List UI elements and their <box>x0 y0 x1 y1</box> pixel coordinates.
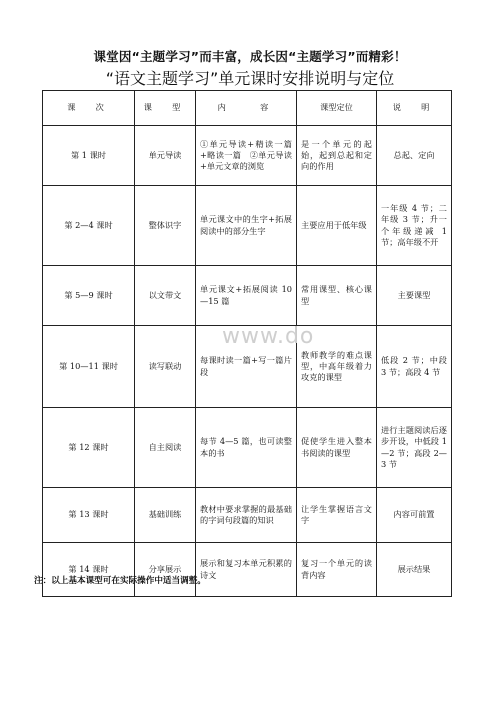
session-cell: 第 5—9 课时 <box>43 266 135 326</box>
session-cell: 第 12 课时 <box>43 408 135 488</box>
table-row <box>43 543 452 597</box>
table-row <box>43 266 452 326</box>
note-cell: 低段 2 节；中段 3 节；高段 4 节 <box>377 326 452 408</box>
column-header-positioning: 课型定位 <box>297 91 377 126</box>
document-title: “语文主题学习”单元课时安排说明与定位 <box>105 69 395 88</box>
note-cell: 展示结果 <box>377 543 452 597</box>
note-cell: 主要课型 <box>377 266 452 326</box>
type-cell: 以文带文 <box>135 266 196 326</box>
positioning-cell: 促使学生进入整本书阅读的课型 <box>297 408 377 488</box>
table-row <box>43 126 452 186</box>
table-row <box>43 186 452 266</box>
type-cell: 整体识字 <box>135 186 196 266</box>
content-cell: 单元课文+拓展阅读 10—15 篇 <box>196 266 297 326</box>
content-cell: 展示和复习本单元积累的诗文 <box>196 543 297 597</box>
watermark-text: www.do <box>222 324 315 349</box>
column-header-type: 课 型 <box>135 91 196 126</box>
column-header-note: 说 明 <box>377 91 452 126</box>
note-cell: 一年级 4 节；二年级 3 节；升一个年级递减 1 节；高年级不开 <box>377 186 452 266</box>
content-cell: 每节 4—5 篇，也可读整本的书 <box>196 408 297 488</box>
note-cell: 总起、定向 <box>377 126 452 186</box>
positioning-cell: 是一个单元的起始，起到总起和定向的作用 <box>297 126 377 186</box>
content-cell: 每课时读一篇+写一篇片段 <box>196 326 297 408</box>
positioning-cell: 主要应用于低年级 <box>297 186 377 266</box>
content-cell: 单元课文中的生字+拓展阅读中的部分生字 <box>196 186 297 266</box>
page-headline: 课堂因“主题学习”而丰富，成长因“主题学习”而精彩！ <box>93 49 407 64</box>
table-row <box>43 488 452 543</box>
positioning-cell: 让学生掌握语言文字 <box>297 488 377 543</box>
type-cell: 基础训练 <box>135 488 196 543</box>
footnote: 注：以上基本课型可在实际操作中适当调整。 <box>34 576 206 586</box>
positioning-cell: 常用课型、核心课型 <box>297 266 377 326</box>
session-cell: 第 2—4 课时 <box>43 186 135 266</box>
session-cell: 第 13 课时 <box>43 488 135 543</box>
type-cell: 读写联动 <box>135 326 196 408</box>
type-cell: 单元导读 <box>135 126 196 186</box>
content-cell: ①单元导读+精读一篇+略读一篇 ②单元导读+单元文章的浏览 <box>196 126 297 186</box>
note-cell: 进行主题阅读后逐步开设，中低段 1—2 节；高段 2—3 节 <box>377 408 452 488</box>
session-cell: 第 14 课时 <box>43 543 135 597</box>
type-cell: 自主阅读 <box>135 408 196 488</box>
session-cell: 第 10—11 课时 <box>43 326 135 408</box>
content-cell: 教材中要求掌握的最基础的字词句段篇的知识 <box>196 488 297 543</box>
positioning-cell: 复习一个单元的读背内容 <box>297 543 377 597</box>
column-header-content: 内 容 <box>196 91 297 126</box>
column-header-session: 课 次 <box>43 91 135 126</box>
note-cell: 内容可前置 <box>377 488 452 543</box>
table-row <box>43 408 452 488</box>
table-header-row <box>43 91 452 126</box>
session-cell: 第 1 课时 <box>43 126 135 186</box>
type-cell: 分享展示 <box>135 543 196 597</box>
positioning-cell: 教师教学的难点课型，中高年级着力攻克的课型 <box>297 326 377 408</box>
